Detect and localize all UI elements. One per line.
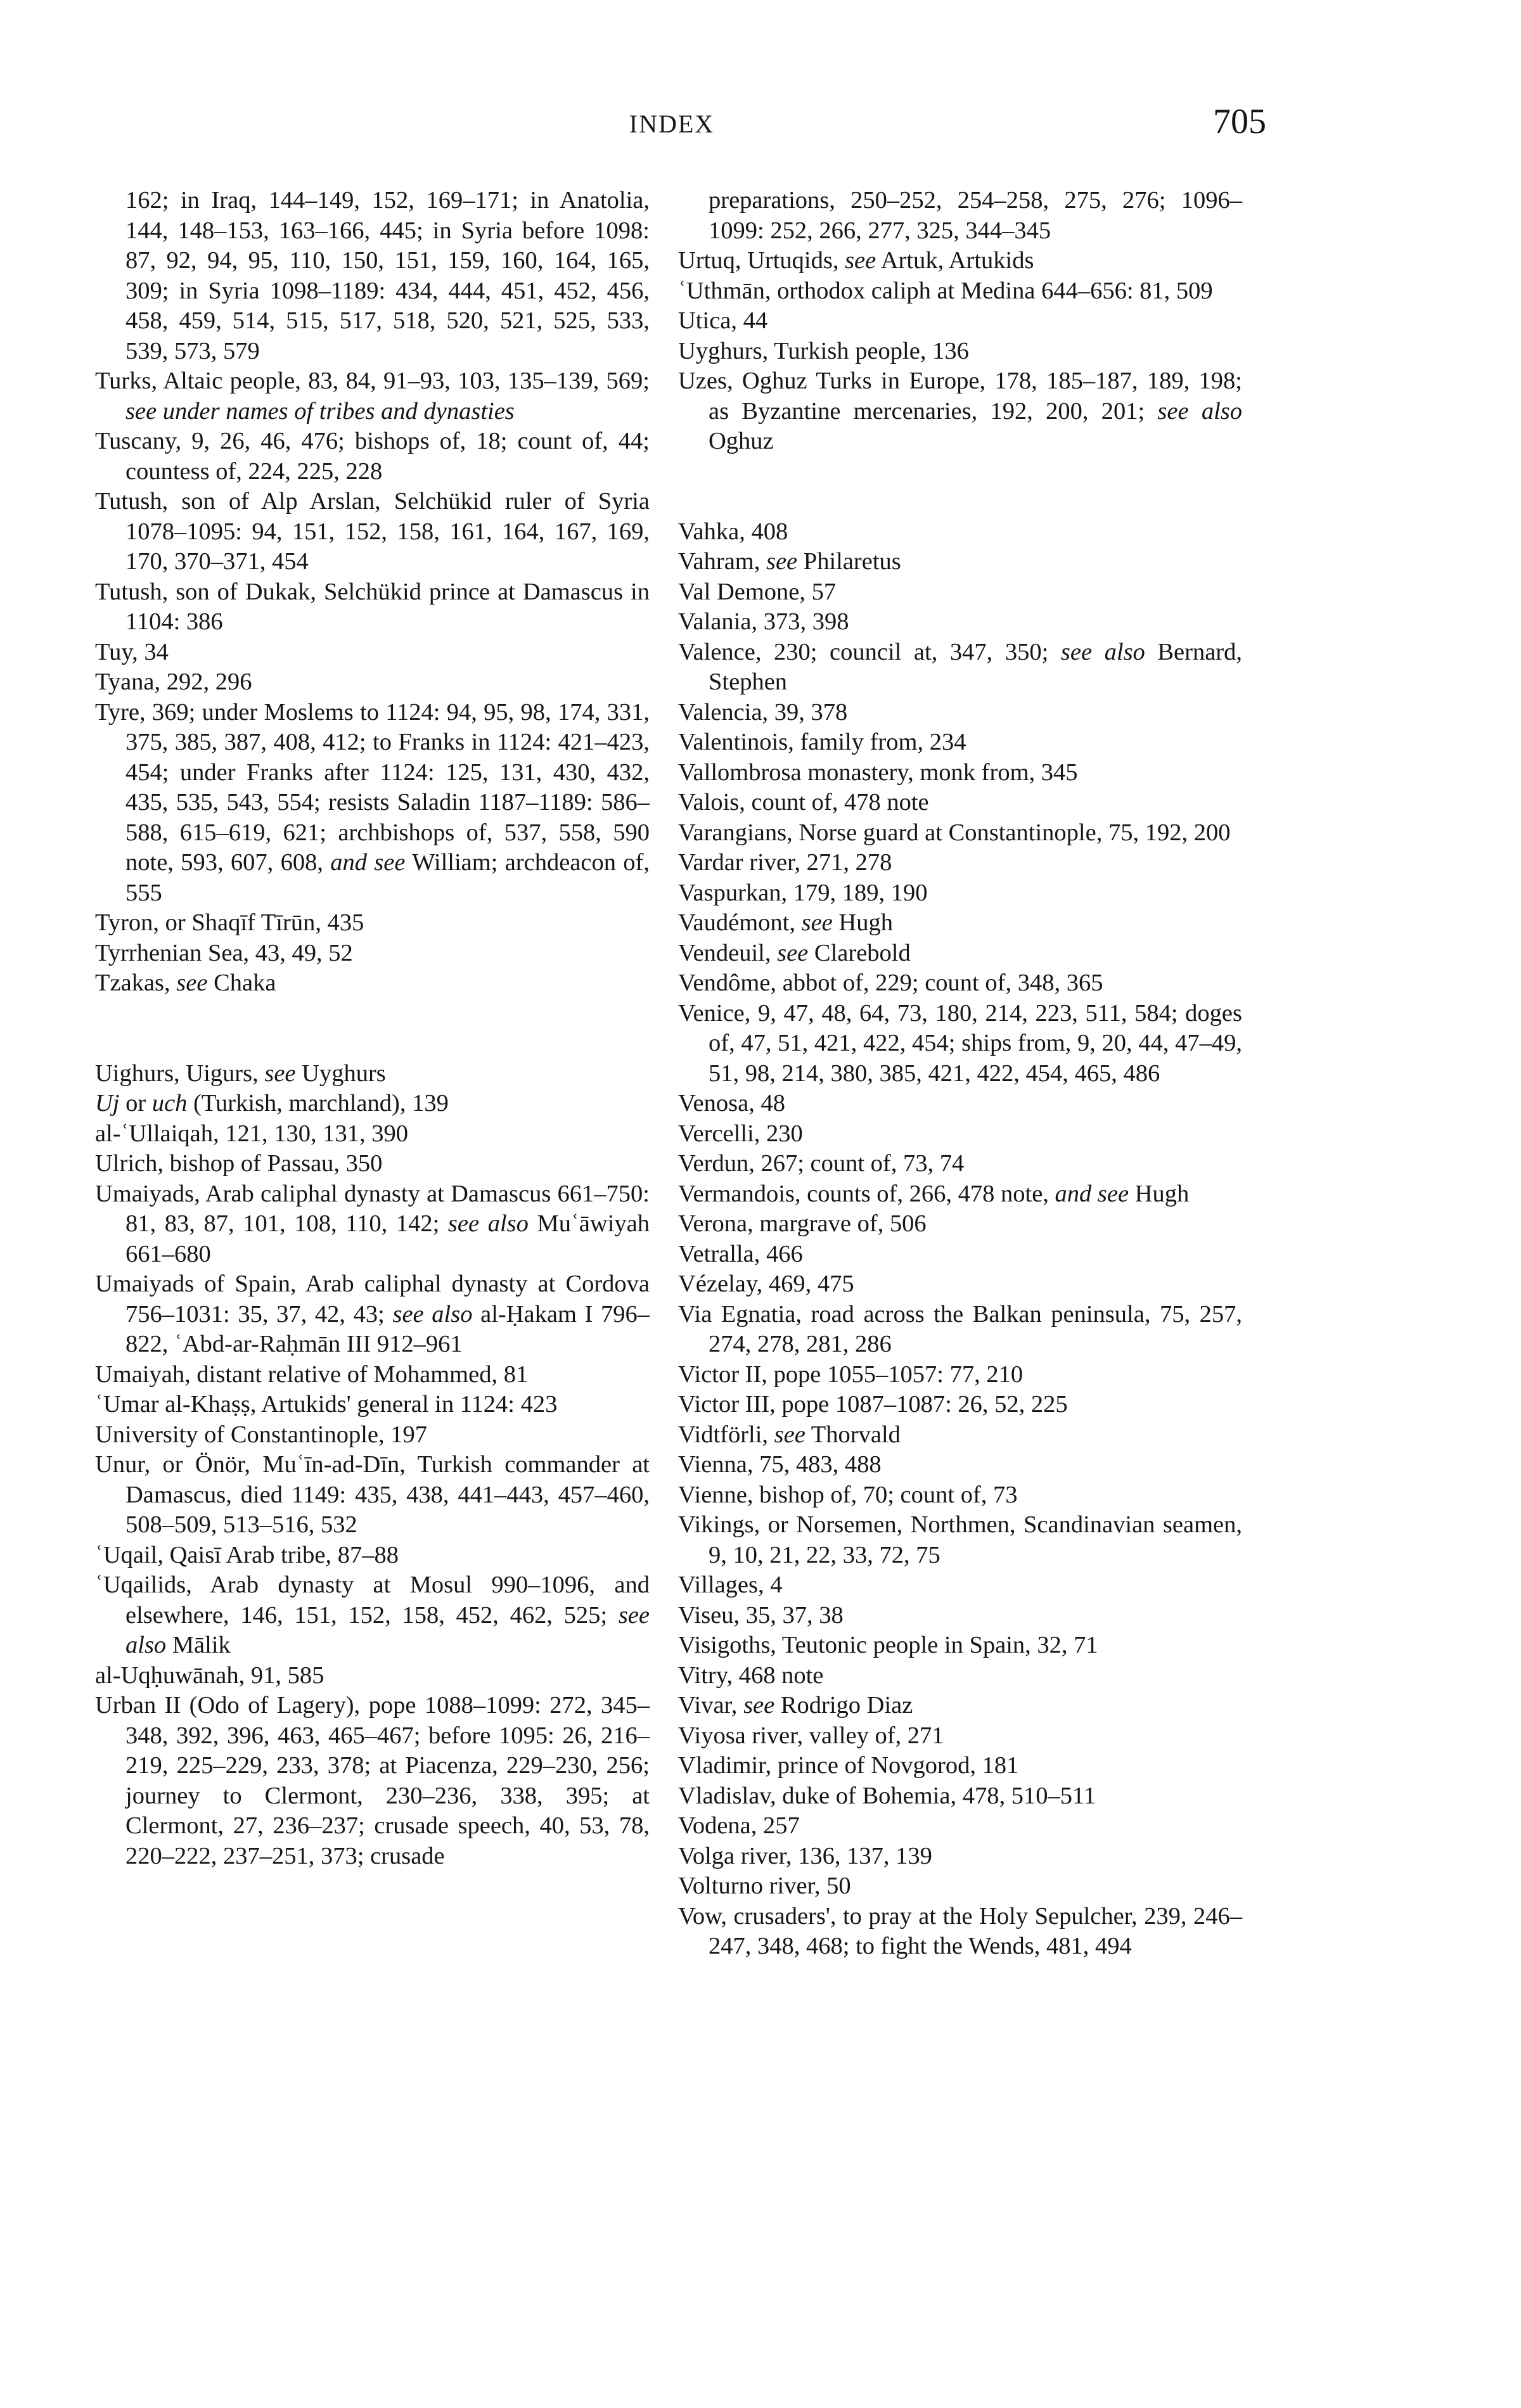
index-entry: Tzakas, see Chaka [95,970,276,996]
index-entry: Vahram, see Philaretus [678,548,901,575]
index-entry: Viseu, 35, 37, 38 [678,1601,844,1629]
index-entry: Vivar, see Rodrigo Diaz [678,1692,913,1719]
index-entry: Varangians, Norse guard at Constantinople, 75, 192, 200 [678,819,1231,846]
index-entry-continuation: preparations, 250–252, 254–258, 275, 276; 1096–1099: 252, 266, 277, 325, 344–345 [709,187,1242,244]
index-entry: Vladislav, duke of Bohemia, 478, 510–511 [678,1782,1096,1809]
index-entry: Vézelay, 469, 475 [678,1271,854,1297]
index-entry: Uzes, Oghuz Turks in Europe, 178, 185–187, 189, 198; as Byzantine mercenaries, 192, 200, 201; see also Oghuz [678,368,1243,454]
index-entry: Vitry, 468 note [678,1662,824,1689]
index-entry: Vendeuil, see Clarebold [678,939,911,966]
index-entry: Ulrich, bishop of Passau, 350 [95,1150,383,1177]
index-entry: al-Uqḥuwānah, 91, 585 [95,1662,324,1689]
index-entry: Vardar river, 271, 278 [678,849,892,876]
index-entry: al-ʿUllaiqah, 121, 130, 131, 390 [95,1120,408,1147]
index-entry: Valania, 373, 398 [678,608,849,635]
page-header [0,0,1521,165]
index-entry: Umaiyah, distant relative of Mohammed, 81 [95,1361,529,1388]
index-entry: Urban II (Odo of Lagery), pope 1088–1099: 272, 345–348, 392, 396, 463, 465–467; before 1095: 26, 216–219, 225–229, 233, 378; at Piacenza, 229–230, 256; journey to Clermont, 230–236, 338, 395; at Clermont, 27, 236–237; crusade speech, 40, 53, 78, 220–222, 237–251, 373; crusade [95,1692,650,1869]
index-entry: Uj or uch (Turkish, marchland), 139 [95,1090,449,1117]
index-entry: Vahka, 408 [678,518,788,545]
index-entry: Tyre, 369; under Moslems to 1124: 94, 95, 98, 174, 331, 375, 385, 387, 408, 412; to Franks in 1124: 421–423, 454; under Franks after 1124: 125, 131, 430, 432, 435, 535, 543, 554; resists Saladin 1187–1189: 586–588, 615–619, 621; archbishops of, 537, 558, 590 note, 593, 607, 608, and see William; archdeacon of, 555 [95,698,650,906]
index-entry: Valois, count of, 478 note [678,789,929,816]
index-entry: Via Egnatia, road across the Balkan peninsula, 75, 257, 274, 278, 281, 286 [678,1300,1242,1357]
index-entry: Umaiyads of Spain, Arab caliphal dynasty at Cordova 756–1031: 35, 37, 42, 43; see also al-Ḥakam I 796–822, ʿAbd-ar-Raḥmān III 912–961 [95,1271,650,1357]
index-entry: Victor III, pope 1087–1087: 26, 52, 225 [678,1391,1068,1418]
index-entry: Vetralla, 466 [678,1240,803,1267]
index-entry: ʿUthmān, orthodox caliph at Medina 644–656: 81, 509 [678,277,1213,304]
index-entry: Tutush, son of Alp Arslan, Selchükid ruler of Syria 1078–1095: 94, 151, 152, 158, 161, 164, 167, 169, 170, 370–371, 454 [95,488,650,575]
index-entry: Visigoths, Teutonic people in Spain, 32, 71 [678,1632,1098,1658]
index-entry: Vow, crusaders', to pray at the Holy Sepulcher, 239, 246–247, 348, 468; to fight the Wends, 481, 494 [678,1902,1242,1959]
index-entry: Tutush, son of Dukak, Selchükid prince at Damascus in 1104: 386 [95,578,650,635]
index-entry: Verdun, 267; count of, 73, 74 [678,1150,965,1177]
index-entry: Unur, or Önör, Muʿīn-ad-Dīn, Turkish commander at Damascus, died 1149: 435, 438, 441–443, 457–460, 508–509, 513–516, 532 [95,1451,650,1538]
index-entry: Vallombrosa monastery, monk from, 345 [678,759,1078,786]
index-entry-continuation: 162; in Iraq, 144–149, 152, 169–171; in Anatolia, 144, 148–153, 163–166, 445; in Syria before 1098: 87, 92, 94, 95, 110, 150, 151, 159, 160, 164, 165, 309; in Syria 1098–1189: 434, 444, 451, 452, 456, 458, 459, 514, 515, 517, 518, 520, 521, 525, 533, 539, 573, 579 [125,187,650,364]
index-entry: Vaspurkan, 179, 189, 190 [678,879,928,906]
entry-group-t [95,366,650,999]
letter-group-gap [95,999,650,1059]
index-entry: Villages, 4 [678,1572,783,1598]
index-entry: Valence, 230; council at, 347, 350; see also Bernard, Stephen [678,638,1243,695]
index-column-left [95,186,650,1871]
index-entry: Vendôme, abbot of, 229; count of, 348, 365 [678,970,1103,996]
index-entry: Urtuq, Urtuqids, see Artuk, Artukids [678,247,1034,274]
index-entry: Valencia, 39, 378 [678,698,848,726]
index-column-right [678,186,1242,1962]
entry-group-u-right [678,246,1242,457]
index-entry: Tyana, 292, 296 [95,669,252,695]
index-entry: Vladimir, prince of Novgorod, 181 [678,1752,1019,1779]
index-entry: Vidtförli, see Thorvald [678,1421,901,1448]
index-entry: Vodena, 257 [678,1812,800,1839]
index-entry: Uyghurs, Turkish people, 136 [678,337,969,364]
index-entry: ʿUmar al-Khaṣṣ, Artukids' general in 1124: 423 [95,1391,558,1418]
index-entry: Viyosa river, valley of, 271 [678,1722,944,1749]
index-entry: Volga river, 136, 137, 139 [678,1842,932,1869]
index-entry: Victor II, pope 1055–1057: 77, 210 [678,1361,1024,1388]
index-entry: Volturno river, 50 [678,1873,851,1899]
running-title: INDEX [629,110,715,138]
index-entry: Turks, Altaic people, 83, 84, 91–93, 103, 135–139, 569; see under names of tribes and dynasties [95,368,650,425]
index-entry: Utica, 44 [678,307,768,334]
index-entry: Uighurs, Uigurs, see Uyghurs [95,1060,386,1087]
index-entry: Tuy, 34 [95,638,169,665]
index-entry: Venosa, 48 [678,1090,785,1117]
index-entry: Vermandois, counts of, 266, 478 note, and see Hugh [678,1180,1190,1207]
index-entry: Val Demone, 57 [678,578,837,605]
index-entry: Verona, margrave of, 506 [678,1210,927,1237]
letter-group-gap [678,457,1242,517]
index-entry: Tuscany, 9, 26, 46, 476; bishops of, 18; count of, 44; countess of, 224, 225, 228 [95,428,650,485]
entry-group-u [95,1059,650,1872]
page-number: 705 [1213,102,1266,141]
index-entry: ʿUqailids, Arab dynasty at Mosul 990–1096, and elsewhere, 146, 151, 152, 158, 452, 462, 525; see also Mālik [95,1572,650,1658]
index-entry: Vercelli, 230 [678,1120,803,1147]
entry-group-t-continuation [95,186,650,366]
entry-group-v [678,517,1242,1962]
index-entry: Vienna, 75, 483, 488 [678,1451,882,1478]
index-entry: Vaudémont, see Hugh [678,909,893,936]
index-entry: Umaiyads, Arab caliphal dynasty at Damascus 661–750: 81, 83, 87, 101, 108, 110, 142; see also Muʿāwiyah 661–680 [95,1180,650,1267]
index-entry: Tyron, or Shaqīf Tīrūn, 435 [95,909,364,936]
index-entry: Vikings, or Norsemen, Northmen, Scandinavian seamen, 9, 10, 21, 22, 33, 72, 75 [678,1511,1242,1568]
index-entry: Valentinois, family from, 234 [678,729,966,755]
index-entry: Vienne, bishop of, 70; count of, 73 [678,1481,1018,1508]
index-entry: Venice, 9, 47, 48, 64, 73, 180, 214, 223, 511, 584; doges of, 47, 51, 421, 422, 454; ships from, 9, 20, 44, 47–49, 51, 98, 214, 380, 385, 421, 422, 454, 465, 486 [678,999,1242,1087]
index-entry: University of Constantinople, 197 [95,1421,427,1448]
entry-group-u-continuation [678,186,1242,246]
index-entry: Tyrrhenian Sea, 43, 49, 52 [95,939,353,966]
index-entry: ʿUqail, Qaisī Arab tribe, 87–88 [95,1541,399,1568]
